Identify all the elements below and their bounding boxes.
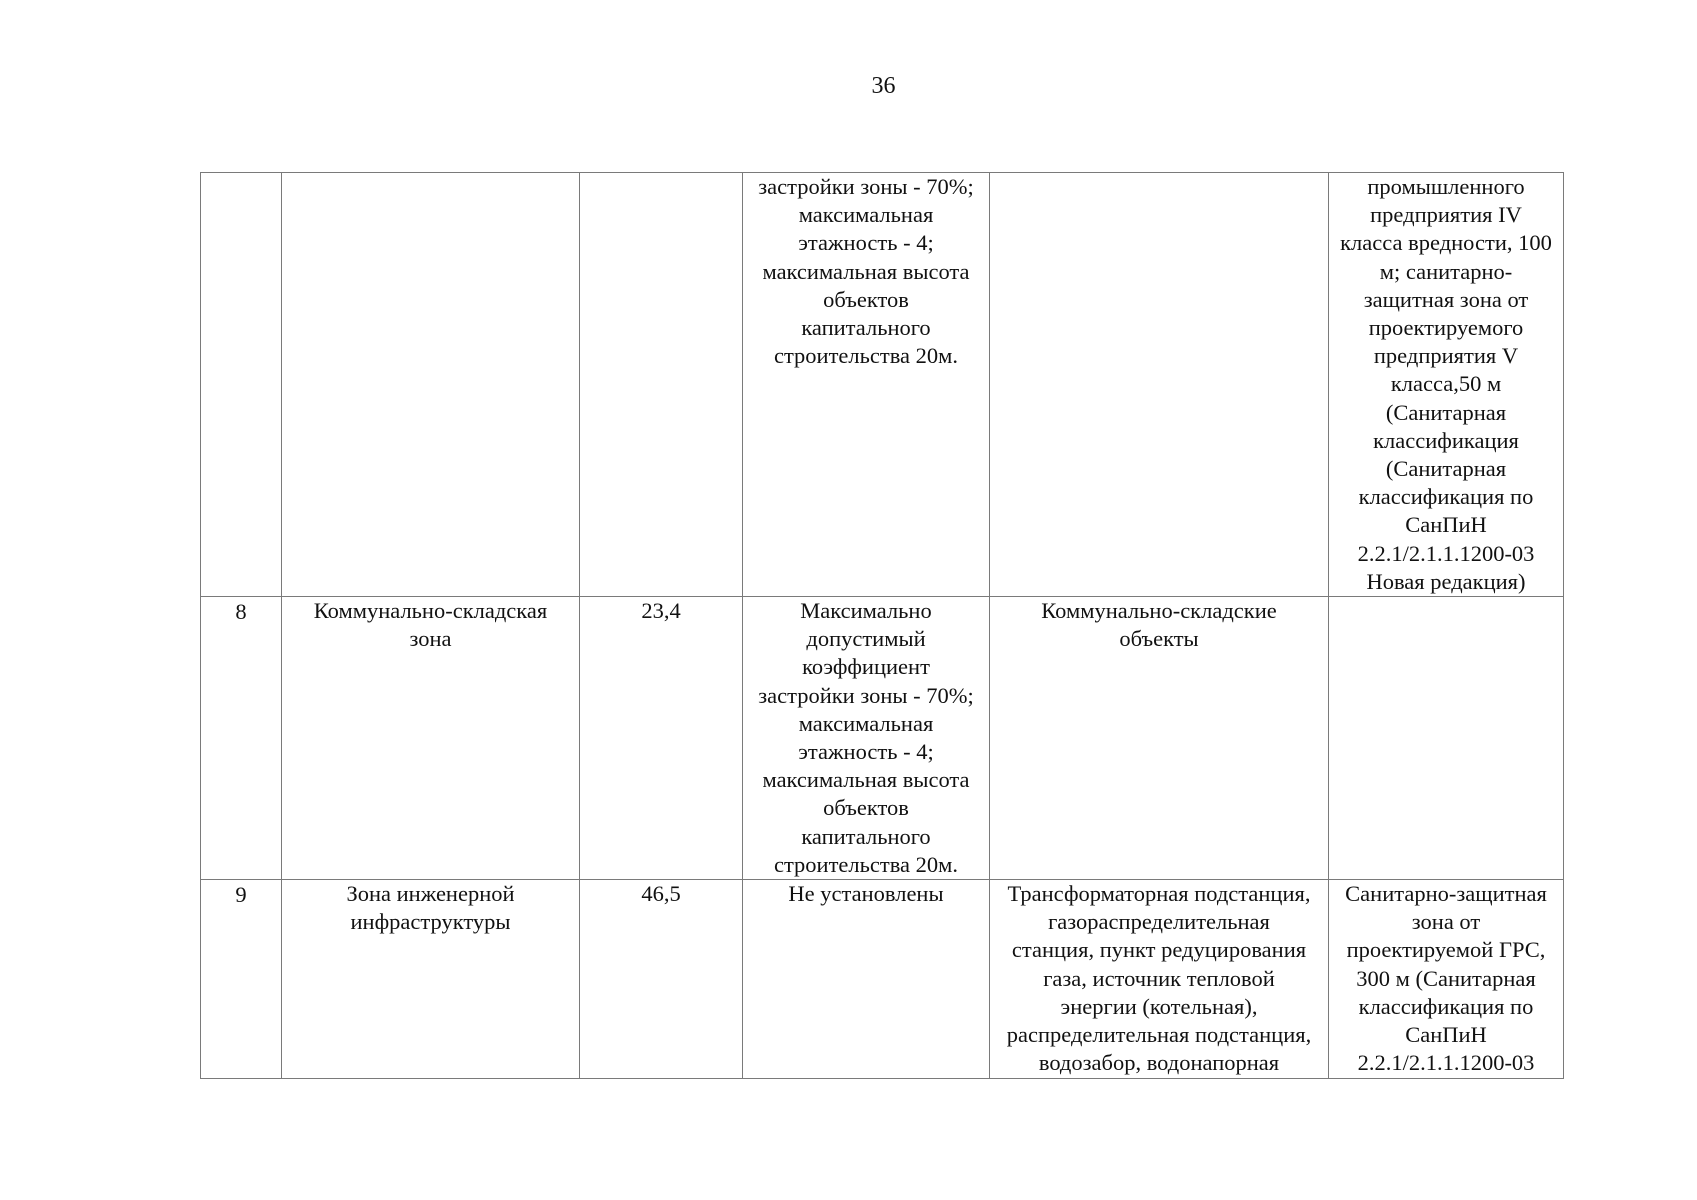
cell-allowed-objects: Трансформаторная подстанция, газораспределительная станция, пункт редуцирования газа, источник тепловой энергии (котельная), распределительная подстанция, водозабор, водонапорная [990, 880, 1329, 1078]
table-row [201, 880, 1564, 1078]
page-number: 36 [871, 73, 896, 99]
table-row [201, 173, 1564, 597]
cell-building-params: Не установлены [743, 880, 990, 1078]
cell-zone-name: Зона инженерной инфраструктуры [282, 880, 580, 1078]
cell-number: 8 [201, 597, 282, 880]
cell-building-params: застройки зоны - 70%; максимальная этажность - 4; максимальная высота объектов капитального строительства 20м. [743, 173, 990, 597]
cell-area: 23,4 [580, 597, 743, 880]
cell-restrictions: промышленного предприятия IV класса вредности, 100 м; санитарно- защитная зона от проектируемого предприятия V класса,50 м (Санитарная классификация (Санитарная классификация по СанПиН 2.2.1/2.1.1.1200-03 Новая редакция) [1329, 173, 1564, 597]
cell-area [580, 173, 743, 597]
cell-number [201, 173, 282, 597]
cell-area: 46,5 [580, 880, 743, 1078]
cell-allowed-objects: Коммунально-складские объекты [990, 597, 1329, 880]
cell-building-params: Максимально допустимый коэффициент застройки зоны - 70%; максимальная этажность - 4; максимальная высота объектов капитального строительства 20м. [743, 597, 990, 880]
cell-allowed-objects [990, 173, 1329, 597]
cell-restrictions: Санитарно-защитная зона от проектируемой ГРС, 300 м (Санитарная классификация по СанПиН 2.2.1/2.1.1.1200-03 [1329, 880, 1564, 1078]
zones-table [200, 172, 1564, 1079]
table-row [201, 597, 1564, 880]
cell-restrictions [1329, 597, 1564, 880]
cell-zone-name [282, 173, 580, 597]
cell-number: 9 [201, 880, 282, 1078]
cell-zone-name: Коммунально-складская зона [282, 597, 580, 880]
